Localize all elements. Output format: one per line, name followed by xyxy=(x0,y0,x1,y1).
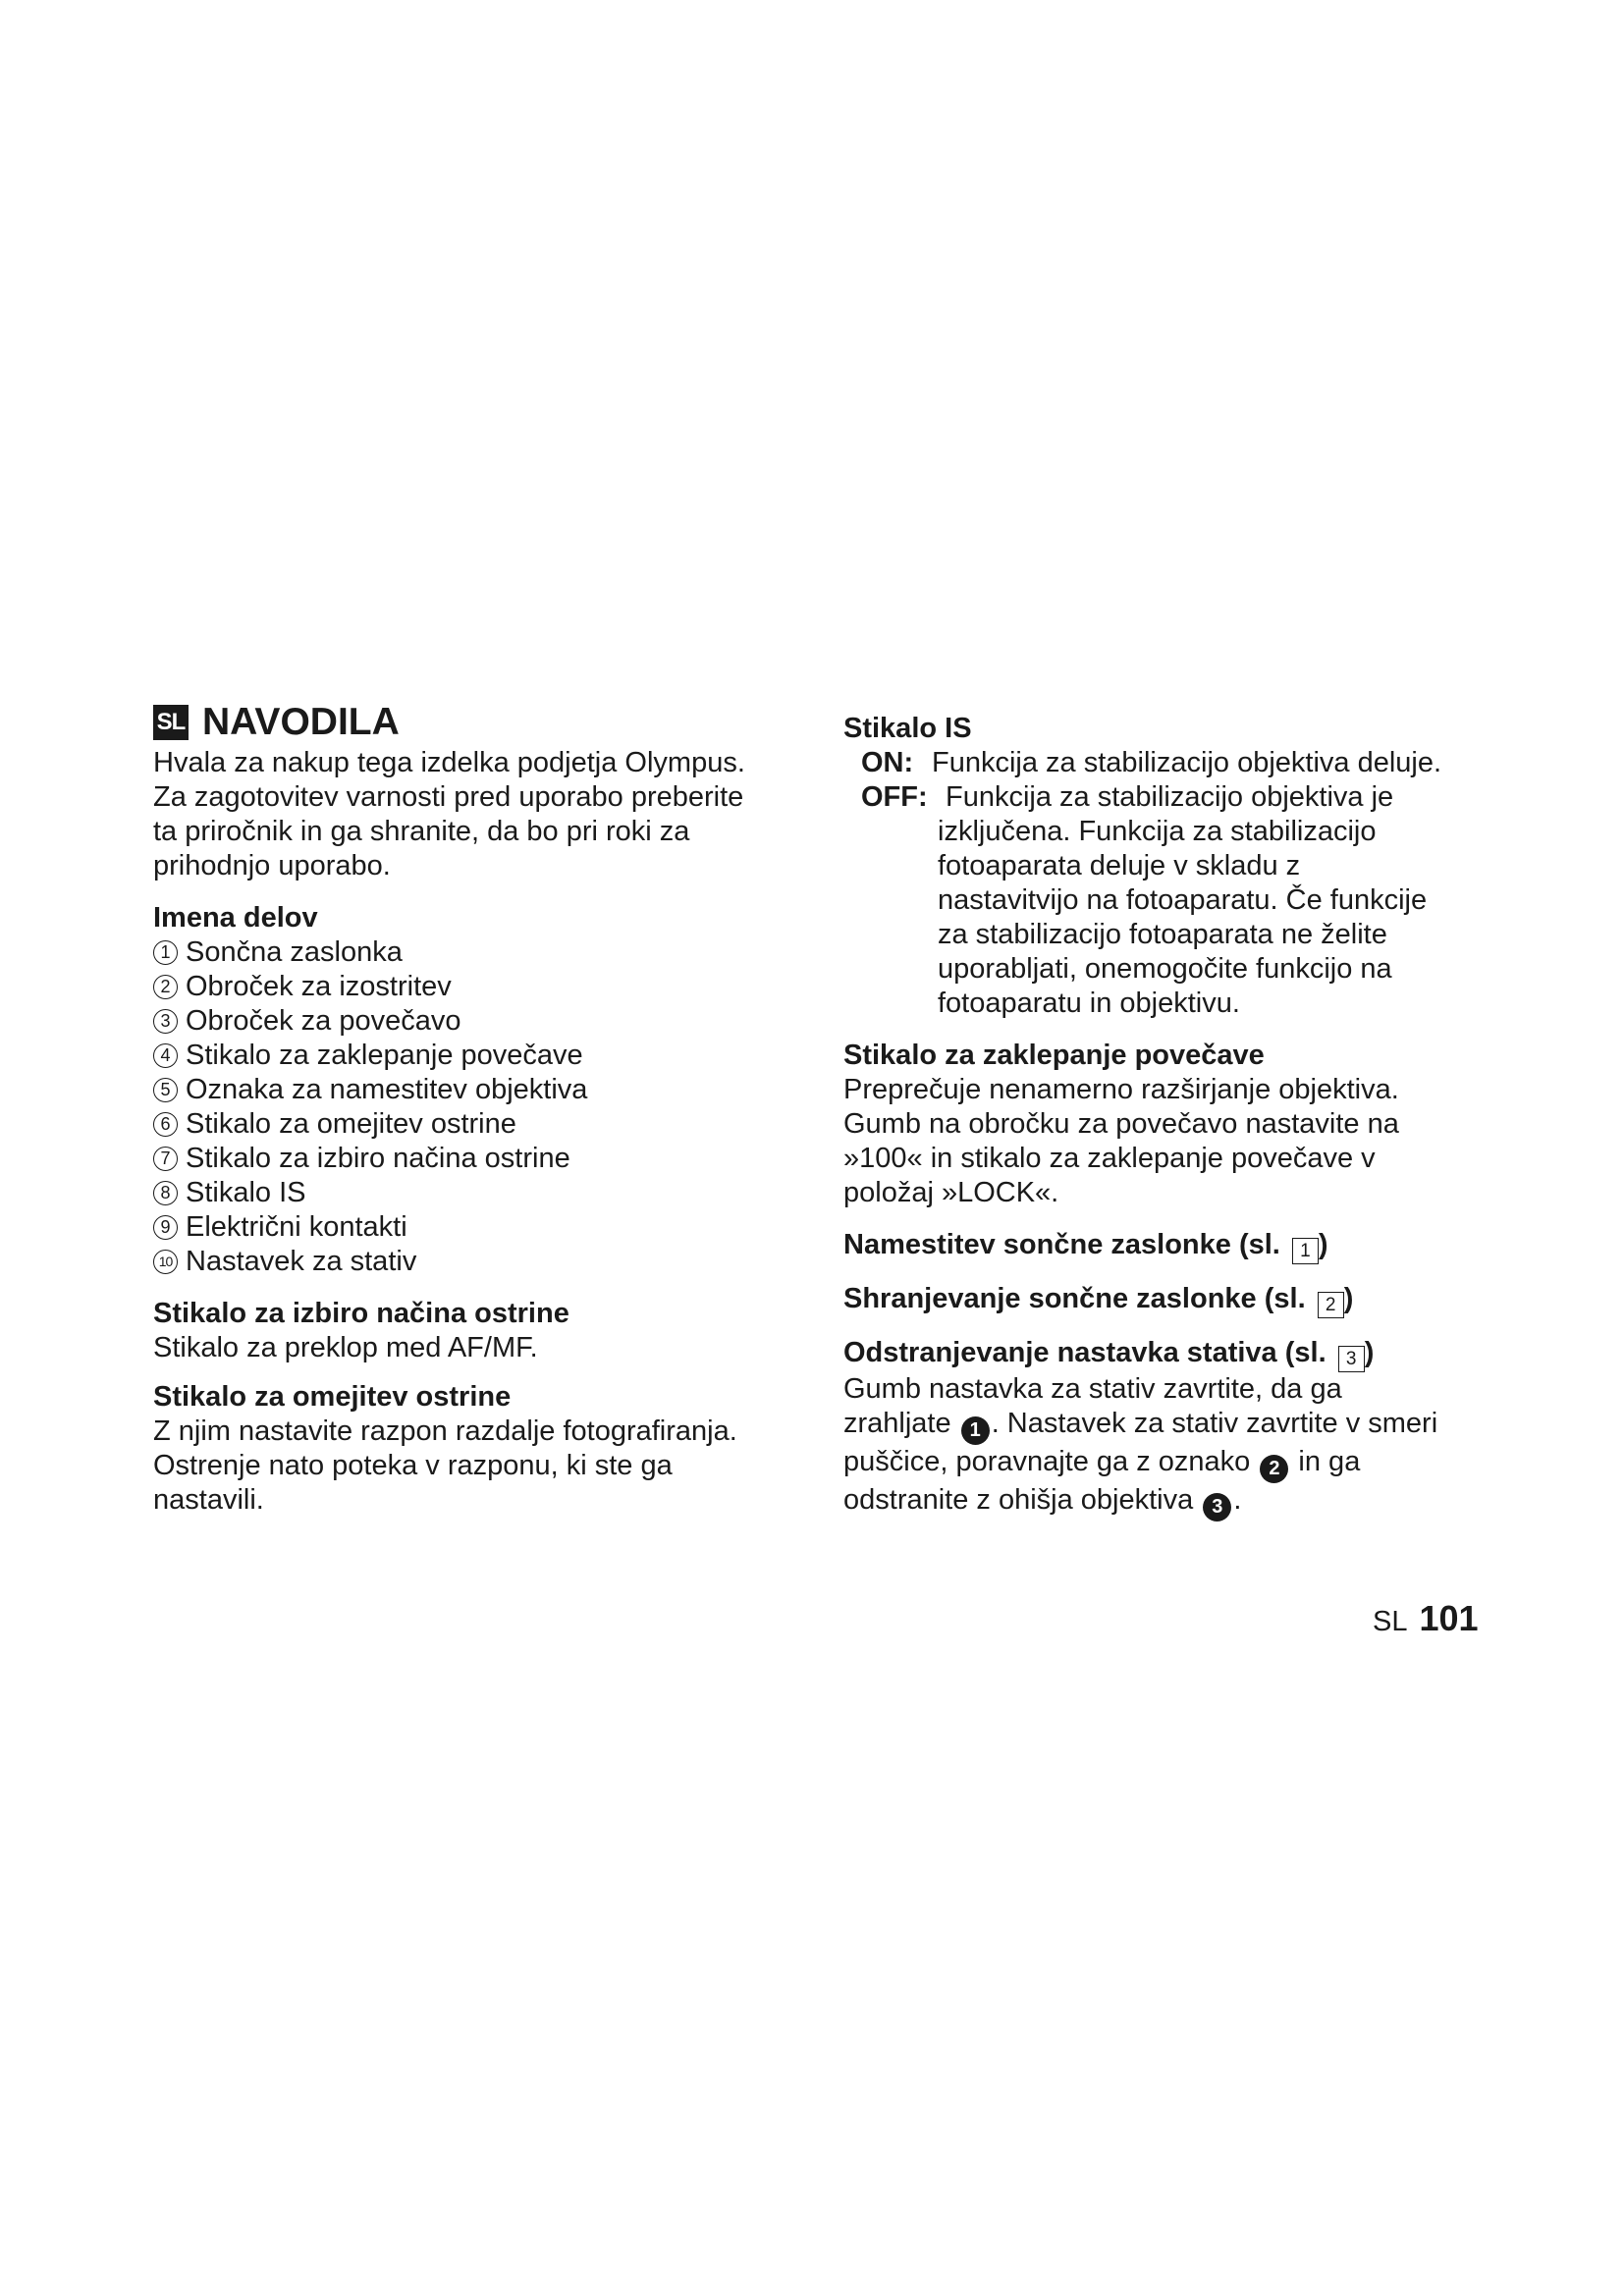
list-item xyxy=(153,970,782,1004)
number-7-icon: 7 xyxy=(153,1147,178,1171)
hood-attach-label: Namestitev sončne zaslonke (sl. xyxy=(843,1229,1280,1260)
tripod-remove-close: ) xyxy=(1364,1337,1375,1368)
is-on-text: Funkcija za stabilizacijo objektiva deluje. xyxy=(932,747,1442,778)
is-switch-heading: Stikalo IS xyxy=(843,713,972,744)
tripod-remove-heading xyxy=(843,1336,1491,1372)
intro-line: Za zagotovitev varnosti pred uporabo preberite xyxy=(153,781,744,813)
part-label: Električni kontakti xyxy=(186,1211,407,1243)
number-8-icon: 8 xyxy=(153,1181,178,1205)
tripod-text: in ga xyxy=(1290,1446,1361,1477)
step-3-icon: 3 xyxy=(1203,1493,1231,1522)
part-label: Obroček za povečavo xyxy=(186,1005,461,1037)
part-label: Stikalo IS xyxy=(186,1177,306,1208)
is-off-line: nastavitvijo na fotoaparatu. Če funkcije xyxy=(938,884,1428,916)
part-label: Stikalo za zaklepanje povečave xyxy=(186,1040,583,1071)
list-item xyxy=(153,1210,782,1245)
hood-store-close: ) xyxy=(1343,1283,1354,1314)
figure-1-icon: 1 xyxy=(1292,1238,1319,1264)
tripod-remove-label: Odstranjevanje nastavka stativa (sl. xyxy=(843,1337,1326,1368)
list-item xyxy=(153,1176,782,1210)
step-2-icon: 2 xyxy=(1260,1455,1288,1483)
is-off-line: uporabljati, onemogočite funkcijo na xyxy=(938,953,1392,985)
step-1-icon: 1 xyxy=(961,1416,990,1445)
part-label: Stikalo za omejitev ostrine xyxy=(186,1108,516,1140)
is-off-row xyxy=(843,780,1491,815)
intro-line: Hvala za nakup tega izdelka podjetja Olympus. xyxy=(153,747,745,778)
zoom-lock-line: Gumb na obročku za povečavo nastavite na xyxy=(843,1108,1399,1140)
zoom-lock-heading: Stikalo za zaklepanje povečave xyxy=(843,1040,1265,1071)
number-10-icon: 10 xyxy=(153,1250,178,1274)
title-row xyxy=(153,699,782,746)
parts-heading: Imena delov xyxy=(153,902,318,934)
focus-mode-heading: Stikalo za izbiro načina ostrine xyxy=(153,1298,569,1329)
tripod-text: zrahljate xyxy=(843,1408,951,1439)
intro-line: prihodnjo uporabo. xyxy=(153,850,391,881)
tripod-text: . xyxy=(1233,1484,1242,1516)
part-label: Obroček za izostritev xyxy=(186,971,452,1002)
zoom-lock-line: Preprečuje nenamerno razširjanje objektiva. xyxy=(843,1074,1399,1105)
focus-limit-heading: Stikalo za omejitev ostrine xyxy=(153,1381,512,1413)
hood-store-heading xyxy=(843,1282,1491,1318)
focus-mode-text: Stikalo za preklop med AF/MF. xyxy=(153,1332,538,1363)
page-number: 101 xyxy=(1419,1598,1479,1638)
list-item xyxy=(153,1107,782,1142)
is-off-line: fotoaparata deluje v skladu z xyxy=(938,850,1301,881)
hood-store-label: Shranjevanje sončne zaslonke (sl. xyxy=(843,1283,1306,1314)
zoom-lock-line: položaj »LOCK«. xyxy=(843,1177,1059,1208)
tripod-line xyxy=(843,1407,1491,1445)
part-label: Sončna zaslonka xyxy=(186,936,403,968)
number-6-icon: 6 xyxy=(153,1112,178,1137)
is-off-line: izklјučena. Funkcija za stabilizacijo xyxy=(938,816,1377,847)
tripod-line: Gumb nastavka za stativ zavrtite, da ga xyxy=(843,1373,1342,1405)
list-item xyxy=(153,1073,782,1107)
focus-limit-line: Ostrenje nato poteka v razponu, ki ste ga xyxy=(153,1450,673,1481)
number-4-icon: 4 xyxy=(153,1043,178,1068)
language-badge: SL xyxy=(153,705,189,740)
footer-language: SL xyxy=(1373,1606,1408,1637)
is-off-description xyxy=(938,815,1491,1021)
is-off-text: Funkcija za stabilizacijo objektiva je xyxy=(946,781,1394,813)
zoom-lock-line: »100« in stikalo za zaklepanje povečave v xyxy=(843,1143,1376,1174)
number-5-icon: 5 xyxy=(153,1078,178,1102)
list-item xyxy=(153,1142,782,1176)
is-on-row xyxy=(843,746,1491,780)
hood-attach-heading xyxy=(843,1228,1491,1264)
is-off-line: za stabilizacijo fotoaparata ne želite xyxy=(938,919,1387,950)
list-item xyxy=(153,935,782,970)
tripod-text: puščice, poravnajte ga z oznako xyxy=(843,1446,1251,1477)
right-column xyxy=(843,699,1491,1522)
focus-limit-line: Z njim nastavite razpon razdalje fotografiranja. xyxy=(153,1415,737,1447)
number-1-icon: 1 xyxy=(153,940,178,965)
tripod-text: . Nastavek za stativ zavrtite v smeri xyxy=(991,1408,1438,1439)
tripod-text: odstranite z ohišja objektiva xyxy=(843,1484,1194,1516)
is-on-key: ON: xyxy=(861,747,914,778)
intro-line: ta priročnik in ga shranite, da bo pri roki za xyxy=(153,816,690,847)
part-label: Nastavek za stativ xyxy=(186,1246,417,1277)
page-title: NAVODILA xyxy=(202,701,400,743)
list-item xyxy=(153,1039,782,1073)
is-off-line: fotoaparatu in objektivu. xyxy=(938,988,1240,1019)
number-9-icon: 9 xyxy=(153,1215,178,1240)
number-3-icon: 3 xyxy=(153,1009,178,1034)
part-label: Oznaka za namestitev objektiva xyxy=(186,1074,588,1105)
tripod-line xyxy=(843,1483,1491,1522)
part-label: Stikalo za izbiro načina ostrine xyxy=(186,1143,570,1174)
figure-3-icon: 3 xyxy=(1338,1346,1365,1372)
page-footer xyxy=(1373,1598,1479,1639)
number-2-icon: 2 xyxy=(153,975,178,999)
list-item xyxy=(153,1245,782,1279)
focus-limit-line: nastavili. xyxy=(153,1484,264,1516)
is-off-key: OFF: xyxy=(861,781,928,813)
parts-list xyxy=(153,935,782,1279)
hood-attach-close: ) xyxy=(1318,1229,1328,1260)
figure-2-icon: 2 xyxy=(1318,1292,1344,1318)
tripod-line xyxy=(843,1445,1491,1483)
list-item xyxy=(153,1004,782,1039)
left-column xyxy=(153,699,782,1518)
intro-paragraph xyxy=(153,746,782,883)
